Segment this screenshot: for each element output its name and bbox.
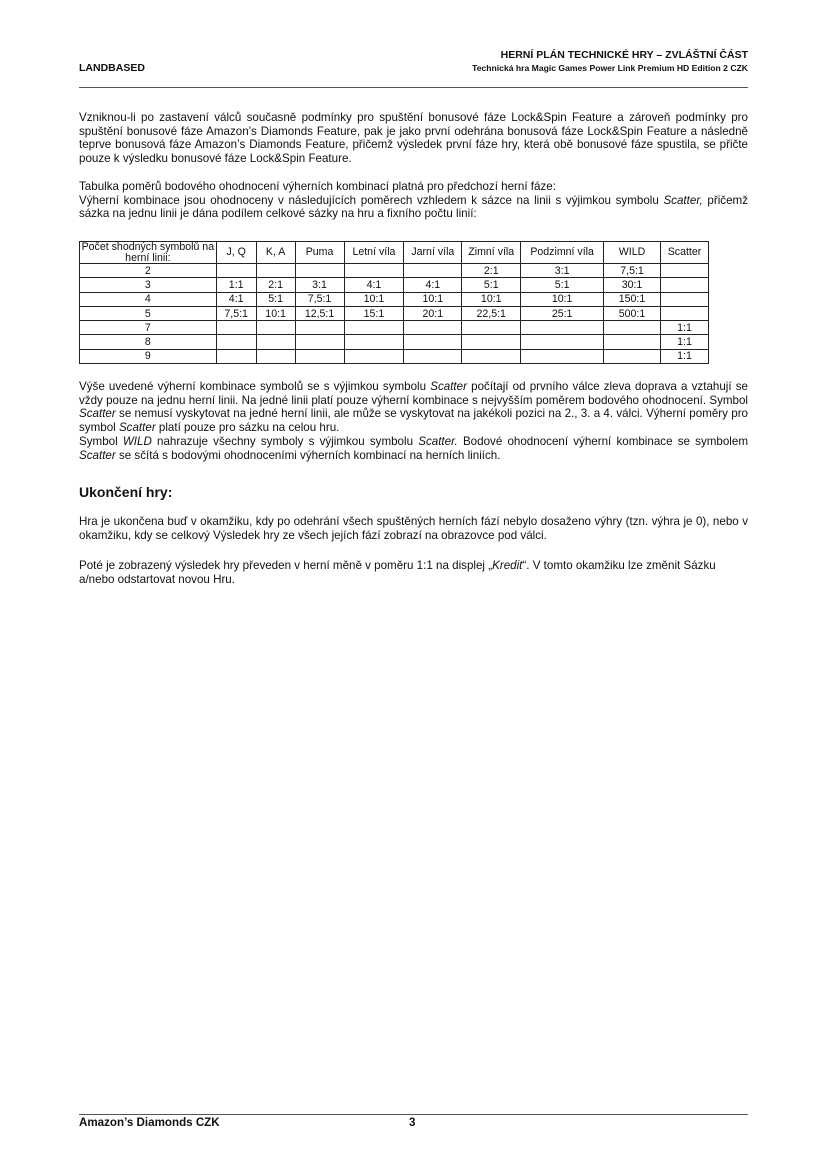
table-cell	[256, 321, 295, 335]
paragraph-5	[79, 559, 748, 586]
table-cell	[604, 349, 661, 363]
table-cell: 9	[80, 349, 217, 363]
table-row	[80, 335, 709, 349]
table-cell: 25:1	[521, 306, 604, 320]
table-cell	[216, 321, 256, 335]
table-cell	[344, 349, 404, 363]
table-cell	[216, 335, 256, 349]
table-cell	[295, 321, 344, 335]
table-cell: 7,5:1	[604, 264, 661, 278]
table-cell	[660, 292, 708, 306]
table-cell: 7,5:1	[295, 292, 344, 306]
table-cell	[462, 335, 521, 349]
table-header-cell: Podzimní víla	[521, 242, 604, 264]
table-cell	[521, 349, 604, 363]
table-cell	[256, 335, 295, 349]
text-italic: Scatter.	[418, 434, 458, 448]
text-italic: Kredit	[492, 559, 523, 572]
table-row	[80, 264, 709, 278]
paragraph-2	[79, 180, 748, 221]
header-title: HERNÍ PLÁN TECHNICKÉ HRY – ZVLÁŠTNÍ ČÁST	[500, 49, 748, 61]
table-cell	[404, 349, 462, 363]
text: Výherní kombinace jsou ohodnoceny v následujících poměrech vzhledem k sázce na linii s výjimkou symbolu	[79, 193, 664, 207]
text: se nemusí vyskytovat na jedné herní linii, ale může se vyskytovat na jakékoli pozici na 2., 3. a 4. válci. Výherní poměry pro symbol	[79, 407, 748, 435]
text-italic: Scatter	[430, 380, 467, 393]
table-cell	[521, 321, 604, 335]
table-cell	[295, 349, 344, 363]
header-rule	[79, 87, 748, 88]
table-cell	[295, 264, 344, 278]
text: nahrazuje všechny symboly s výjimkou symbolu	[151, 434, 419, 448]
table-header-cell: WILD	[604, 242, 661, 264]
table-cell: 4	[80, 292, 217, 306]
table-cell: 2:1	[462, 264, 521, 278]
text: “. V tomto okamžiku lze změnit Sázku a/nebo odstartovat novou Hru.	[79, 559, 716, 586]
table-cell: 3	[80, 278, 217, 292]
table-row	[80, 306, 709, 320]
table-cell: 15:1	[344, 306, 404, 320]
paragraph-2-line1: Tabulka poměrů bodového ohodnocení výherních kombinací platná pro předchozí herní fáze:	[79, 180, 556, 193]
text-italic: Scatter	[118, 421, 156, 435]
table-cell: 10:1	[344, 292, 404, 306]
table-cell: 20:1	[404, 306, 462, 320]
text: Poté je zobrazený výsledek hry převeden v herní měně v poměru 1:1 na displej „	[79, 559, 493, 572]
table-cell: 8	[80, 335, 217, 349]
table-cell	[404, 264, 462, 278]
table-cell: 10:1	[462, 292, 521, 306]
table-row	[80, 321, 709, 335]
header-right	[472, 49, 748, 74]
table-header-row	[80, 242, 709, 264]
text: Výše uvedené výherní kombinace symbolů se s výjimkou symbolu	[79, 380, 431, 393]
table-header-cell: Letní víla	[344, 242, 404, 264]
table-header-cell: K, A	[256, 242, 295, 264]
table-cell: 1:1	[660, 335, 708, 349]
paragraph-4: Hra je ukončena buď v okamžiku, kdy po odehrání všech spuštěných herních fází nebylo dosaženo výhry (tzn. výhra je 0), nebo v okamžiku, kdy se celkový Výsledek hry ze všech jejích fází zobrazí na obrazovce pod válci.	[79, 515, 748, 542]
table-cell	[344, 335, 404, 349]
table-cell: 1:1	[660, 321, 708, 335]
table-cell	[295, 335, 344, 349]
table-header-cell: Puma	[295, 242, 344, 264]
table-cell	[604, 335, 661, 349]
table-cell: 5:1	[521, 278, 604, 292]
table-cell: 1:1	[660, 349, 708, 363]
table-cell	[521, 335, 604, 349]
table-cell: 2:1	[256, 278, 295, 292]
table-cell: 3:1	[295, 278, 344, 292]
text: přičemž sázka na jednu linii je dána podílem celkové sázky na hru a fixního počtu linií:	[79, 193, 748, 221]
text: platí pouze pro sázku na celou hru.	[155, 421, 340, 435]
table-cell: 150:1	[604, 292, 661, 306]
table-cell: 4:1	[404, 278, 462, 292]
table-cell: 10:1	[521, 292, 604, 306]
page-number: 3	[409, 1116, 416, 1129]
footer-rule	[79, 1114, 748, 1115]
table-cell	[216, 349, 256, 363]
section-heading: Ukončení hry:	[79, 484, 173, 500]
table-cell: 3:1	[521, 264, 604, 278]
paragraph-1: Vzniknou-li po zastavení válců současně podmínky pro spuštění bonusové fáze Lock&Spin Feature a zároveň podmínky pro spuštění bonusové fáze Amazon’s Diamonds Feature, pak je jako první odehrána bonusová fáze Lock&Spin Feature a následně teprve bonusová fáze Amazon’s Diamonds Feature, přičemž výsledek první fáze hry, která obě bonusové fáze spustila, se přičte pouze k výsledku bonusové fáze Lock&Spin Feature.	[79, 111, 748, 166]
table-header-cell: Počet shodných symbolů na herní linii:	[80, 242, 217, 264]
table-cell	[462, 321, 521, 335]
table-cell: 4:1	[216, 292, 256, 306]
text-italic: Scatter,	[663, 193, 703, 207]
table-cell: 1:1	[216, 278, 256, 292]
table-cell	[660, 278, 708, 292]
table-row	[80, 292, 709, 306]
paragraph-3	[79, 380, 748, 462]
table-cell	[604, 321, 661, 335]
payout-table	[79, 241, 709, 364]
text-italic: WILD	[122, 434, 152, 448]
table-cell: 5:1	[256, 292, 295, 306]
table-cell: 5	[80, 306, 217, 320]
table-cell	[404, 321, 462, 335]
table-cell	[344, 264, 404, 278]
table-cell	[256, 264, 295, 278]
table-cell: 2	[80, 264, 217, 278]
header-left: LANDBASED	[79, 62, 145, 74]
table-cell	[660, 264, 708, 278]
table-cell: 7,5:1	[216, 306, 256, 320]
table-cell: 30:1	[604, 278, 661, 292]
table-cell	[256, 349, 295, 363]
table-cell: 22,5:1	[462, 306, 521, 320]
table-cell: 4:1	[344, 278, 404, 292]
footer-title: Amazon’s Diamonds CZK	[79, 1116, 220, 1129]
table-header-cell: J, Q	[216, 242, 256, 264]
table-cell: 7	[80, 321, 217, 335]
table-cell: 500:1	[604, 306, 661, 320]
header-subtitle: Technická hra Magic Games Power Link Premium HD Edition 2 CZK	[472, 63, 748, 73]
table-header-cell: Zimní víla	[462, 242, 521, 264]
table-cell: 5:1	[462, 278, 521, 292]
table-cell	[462, 349, 521, 363]
table-cell	[344, 321, 404, 335]
table-cell	[216, 264, 256, 278]
table-cell	[404, 335, 462, 349]
table-row	[80, 278, 709, 292]
text-italic: Scatter	[79, 407, 116, 421]
text: počítají od prvního válce zleva doprava a vztahují se vždy pouze na jednu herní linii. Na jedné linii platí pouze výherní kombinace s nejvyšším poměrem bodového ohodnocení. Symbol	[79, 380, 748, 407]
text-italic: Scatter	[79, 448, 116, 462]
table-header-cell: Jarní víla	[404, 242, 462, 264]
table-cell: 10:1	[404, 292, 462, 306]
table-cell: 12,5:1	[295, 306, 344, 320]
table-row	[80, 349, 709, 363]
table-cell: 10:1	[256, 306, 295, 320]
text: Symbol	[79, 434, 123, 448]
table-header-cell: Scatter	[660, 242, 708, 264]
text: se sčítá s bodovými ohodnoceními výherních kombinací na herních liniích.	[115, 448, 501, 462]
text: Bodové ohodnocení výherní kombinace se symbolem	[457, 434, 748, 448]
table-cell	[660, 306, 708, 320]
